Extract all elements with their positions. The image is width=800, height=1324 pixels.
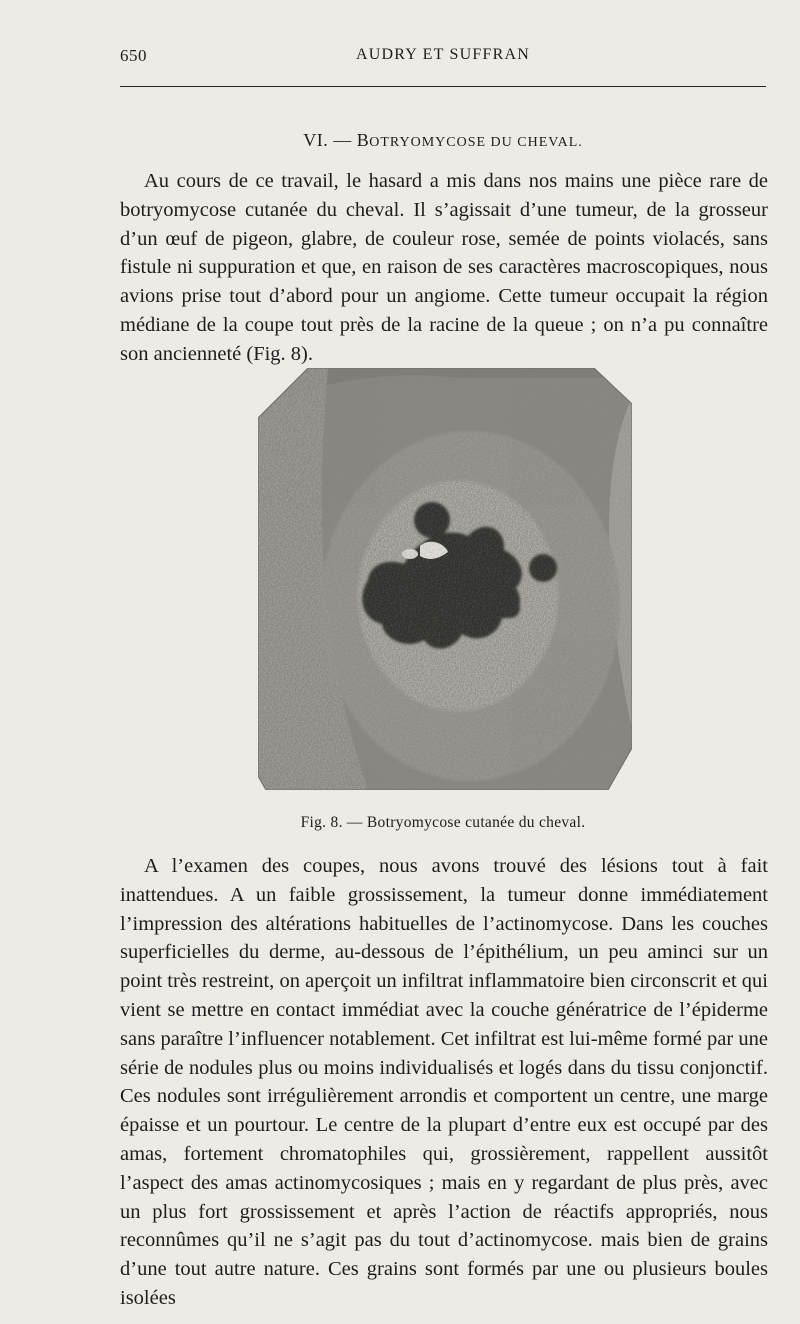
micrograph-image bbox=[258, 368, 632, 790]
figure-caption: Fig. 8. — Botryomycose cutanée du cheval. bbox=[300, 814, 586, 831]
micrograph-figure bbox=[258, 368, 632, 790]
header-rule bbox=[120, 86, 766, 87]
section-title bbox=[120, 130, 766, 151]
page-header bbox=[120, 46, 766, 74]
running-head: AUDRY ET SUFFRAN bbox=[356, 46, 530, 63]
paragraph-examination: A l’examen des coupes, nous avons trouvé des lésions tout à fait inattendues. A un faible grossissement, la tumeur donne immédiatement l’impression des altérations habituelles de l’actinomycose. Dans les couches superficielles du derme, au-dessous de l’épithélium, un peu aminci sur un point très restreint, on aperçoit un infiltrat inflammatoire bien circonscrit et qui vient se mettre en contact immédiat avec la couche génératrice de l’épiderme sans paraître l’influencer notablement. Cet infiltrat est lui-même formé par une série de nodules plus ou moins individualisés et logés dans du tissu conjonctif. Ces nodules sont irrégulièrement arrondis et comportent un centre, une marge épaisse et un pourtour. Le centre de la plupart d’entre eux est occupé par des amas, fortement chromatophiles qui, grossièrement, rappellent aussitôt l’aspect des amas actinomycosiques ; mais en y regardant de plus près, avec un plus fort grossissement et après l’action de réactifs appropriés, nous reconnûmes qu’il ne s’agit pas du tout d’actinomycose. mais bien de grains d’une tout autre nature. Ces grains sont formés par une ou plusieurs boules isolées bbox=[120, 855, 768, 1309]
page-number: 650 bbox=[120, 46, 147, 65]
section-title-initial: B bbox=[356, 130, 370, 150]
paragraph-intro: Au cours de ce travail, le hasard a mis dans nos mains une pièce rare de botryomycose cutanée du cheval. Il s’agissait d’une tumeur, de la grosseur d’un œuf de pigeon, glabre, de couleur rose, semée de points violacés, sans fistule ni suppuration et que, en raison de ses caractères macroscopiques, nous avions prise tout d’abord pour un angiome. Cette tumeur occupait la région médiane de la coupe tout près de la racine de la queue ; on n’a pu connaître son ancienneté (Fig. 8). bbox=[120, 170, 768, 365]
section-title-rest: OTRYOMYCOSE DU CHEVAL. bbox=[369, 135, 583, 150]
section-numeral: VI. — bbox=[303, 130, 357, 150]
